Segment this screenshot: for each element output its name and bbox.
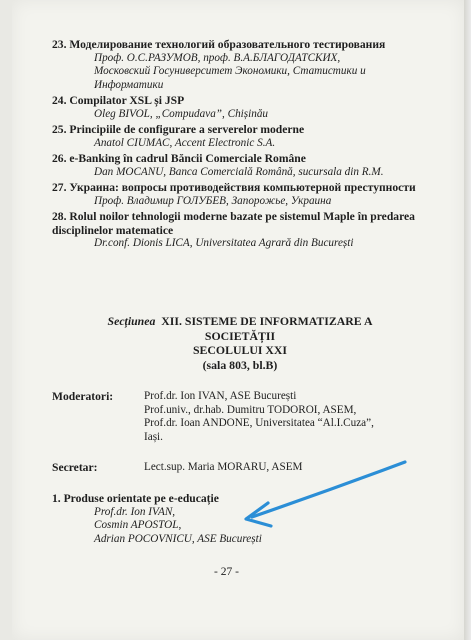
entry-title: 24. Compilator XSL și JSP [52,94,185,107]
entry-title: 1. Produse orientate pe e-educație [52,492,219,505]
section-room: (sala 803, bl.B) [202,357,278,372]
entry-author: Prof.dr. Ion IVAN, [94,505,176,518]
section-title: XII. SISTEME DE INFORMATIZARE A [161,314,373,328]
moderator-name: Iași. [144,430,163,443]
entry-author: Информатики [94,78,164,91]
entry-author: Anatol CIUMAC, Accent Electronic S.A. [94,136,276,149]
section-title-line: SECOLULUI XXI [192,343,288,357]
entry-author: Проф. О.С.РАЗУМОВ, проф. В.А.БЛАГОДАТСКИХ, [94,51,341,64]
entry-author: Oleg BIVOL, „Compudava”, Chișinău [94,107,269,120]
entry-title: 26. e-Banking în cadrul Băncii Comerciale Române [52,152,306,165]
entry-title: 27. Украина: вопросы противодействия компьютерной преступности [52,181,416,194]
section-label: Secțiunea [107,314,156,328]
entry-author: Adrian POCOVNICU, ASE București [94,533,262,546]
entry-author: Dr.conf. Dionis LICA, Universitatea Agrară din București [94,237,354,249]
entry-title: 25. Principiile de configurare a serverelor moderne [52,123,305,136]
section-title-line: SOCIETĂȚII [204,328,276,343]
entry-author: Dan MOCANU, Banca Comercială Română, sucursala din R.M. [94,165,384,178]
entry-author: Cosmin APOSTOL, [94,519,182,532]
moderator-name: Prof.univ., dr.hab. Dumitru TODOROI, ASEM, [144,403,357,416]
moderator-name: Prof.dr. Ioan ANDONE, Universitatea “Al.I.Cuza”, [144,417,374,430]
entry-author: Проф. Владимир ГОЛУБЕВ, Запорожье, Украина [94,194,332,207]
entry-title: 23. Моделирование технологий образовательного тестирования [52,38,386,51]
secretary-label: Secretar: [52,461,98,474]
moderators-label: Moderatori: [52,390,114,403]
entry-author: Московский Госуниверситет Экономики, Статистики и [94,65,366,77]
entry-title: 28. Rolul noilor tehnologii moderne bazate pe sistemul Maple în predarea disciplinelor matematice [52,210,415,237]
secretary-name: Lect.sup. Maria MORARU, ASEM [144,461,303,473]
moderator-name: Prof.dr. Ion IVAN, ASE București [144,390,297,402]
page-number: - 27 - [214,566,239,578]
